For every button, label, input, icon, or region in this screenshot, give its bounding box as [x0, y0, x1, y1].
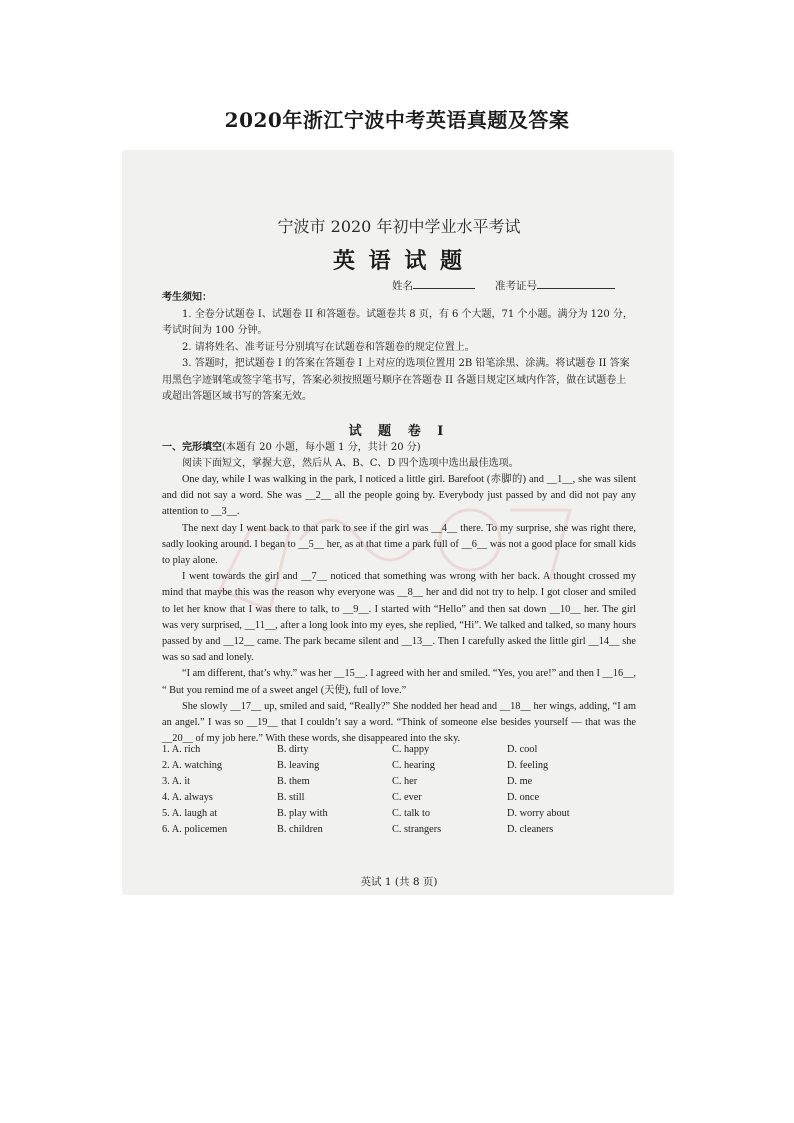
name-blank — [413, 288, 475, 289]
option: 1. A. rich — [162, 744, 201, 755]
passage-paragraph: One day, while I was walking in the park, I noticed a little girl. Barefoot (赤脚的) and __1__, she was silent and did not say a word. She was __2__ all the people going by. Everybody just passed by and did not pay any attention to __3__. — [162, 474, 636, 518]
part-title: 试 题 卷 I — [348, 424, 450, 439]
passage-paragraph: The next day I went back to that park to see if the girl was __4__ there. To my surprise, she was right there, sadly looking around. I began to __5__ her, as at that time a park full of __6__ was not a good place for small kids to play alone. — [162, 522, 636, 567]
option: D. cleaners — [507, 824, 554, 835]
section-note: (本题有 20 小题，每小题 1 分，共计 20 分) — [222, 442, 421, 453]
option: B. play with — [277, 808, 328, 819]
option: C. talk to — [392, 808, 431, 819]
name-label: 姓名 — [392, 280, 413, 292]
candidate-notice — [162, 290, 636, 406]
option: C. strangers — [392, 824, 442, 835]
notice-item: 3. 答题时，把试题卷 I 的答案在答题卷 I 上对应的选项位置用 2B 铅笔涂黑、涂满。将试题卷 II 答案用黑色字迹钢笔或签字笔书写，答案必须按照题号顺序在答题卷 II 各题目规定区域内作答，做在试题卷上或超出答题区域书写的答案无效。 — [162, 358, 630, 402]
notice-item: 2. 请将姓名、准考证号分别填写在试题卷和答题卷的规定位置上。 — [182, 341, 475, 353]
option-row — [162, 742, 636, 758]
option: B. leaving — [277, 760, 320, 771]
option: 3. A. it — [162, 776, 191, 787]
section-instruction: 阅读下面短文，掌握大意，然后从 A、B、C、D 四个选项中选出最佳选项。 — [182, 458, 519, 469]
option: D. feeling — [507, 760, 549, 771]
answer-options — [162, 742, 636, 838]
option: C. her — [392, 776, 418, 787]
option: 4. A. always — [162, 792, 213, 803]
option: C. ever — [392, 792, 422, 803]
option: 6. A. policemen — [162, 824, 228, 835]
option: B. dirty — [277, 744, 309, 755]
subject-title: 英 语 试 题 — [333, 249, 465, 274]
option-row — [162, 758, 636, 774]
document-title: 2020年浙江宁波中考英语真题及答案 — [224, 108, 570, 132]
id-blank — [537, 288, 615, 289]
cloze-passage — [162, 472, 636, 747]
option: 5. A. laugh at — [162, 808, 218, 819]
page-footer: 英试 1 (共 8 页) — [360, 876, 438, 888]
option: B. children — [277, 824, 323, 835]
option-row — [162, 822, 636, 838]
option-row — [162, 806, 636, 822]
option: D. cool — [507, 744, 538, 755]
section-heading: 一、完形填空 — [162, 442, 222, 453]
option-row — [162, 790, 636, 806]
option: B. them — [277, 776, 310, 787]
passage-paragraph: She slowly __17__ up, smiled and said, “Really?” She nodded her head and __18__ her wings, adding, “I am an angel.” I was so __19__ that I couldn’t say a word. “Think of someone else besides yourself — that was the __20__ of my job here.” With these words, she disappeared into the sky. — [162, 700, 636, 745]
cloze-section — [162, 440, 636, 472]
option: D. once — [507, 792, 540, 803]
option: B. still — [277, 792, 305, 803]
notice-heading: 考生须知： — [162, 292, 212, 303]
id-label: 准考证号 — [495, 280, 538, 292]
notice-item: 1. 全卷分试题卷 I、试题卷 II 和答题卷。试题卷共 8 页，有 6 个大题，71 个小题。满分为 120 分，考试时间为 100 分钟。 — [162, 308, 633, 336]
option: D. worry about — [507, 808, 570, 819]
passage-paragraph: I went towards the girl and __7__ noticed that something was wrong with her back. A thought crossed my mind that maybe this was the reason why everyone was __8__ her and did not try to help. I got closer and smiled to let her know that I was there to talk, to __9__. I started with “Hello” and then sat down __10__ her. The girl was very surprised, __11__, after a long look into my eyes, she replied, “Hi”. We talked and talked, so many hours passed by and __12__ came. The park became silent and __13__. Then I carefully asked the little girl __14__ she was so sad and lonely. — [162, 571, 636, 664]
option-row — [162, 774, 636, 790]
passage-paragraph: “I am different, that’s why.” was her __15__. I agreed with her and smiled. “Yes, you are!” and then I __16__, “ But you remind me of a sweet angel (天使), full of love.” — [162, 668, 636, 696]
option: D. me — [507, 776, 533, 787]
option: C. hearing — [392, 760, 435, 771]
option: 2. A. watching — [162, 760, 223, 771]
exam-title: 宁波市 2020 年初中学业水平考试 — [277, 217, 521, 236]
option: C. happy — [392, 744, 430, 755]
